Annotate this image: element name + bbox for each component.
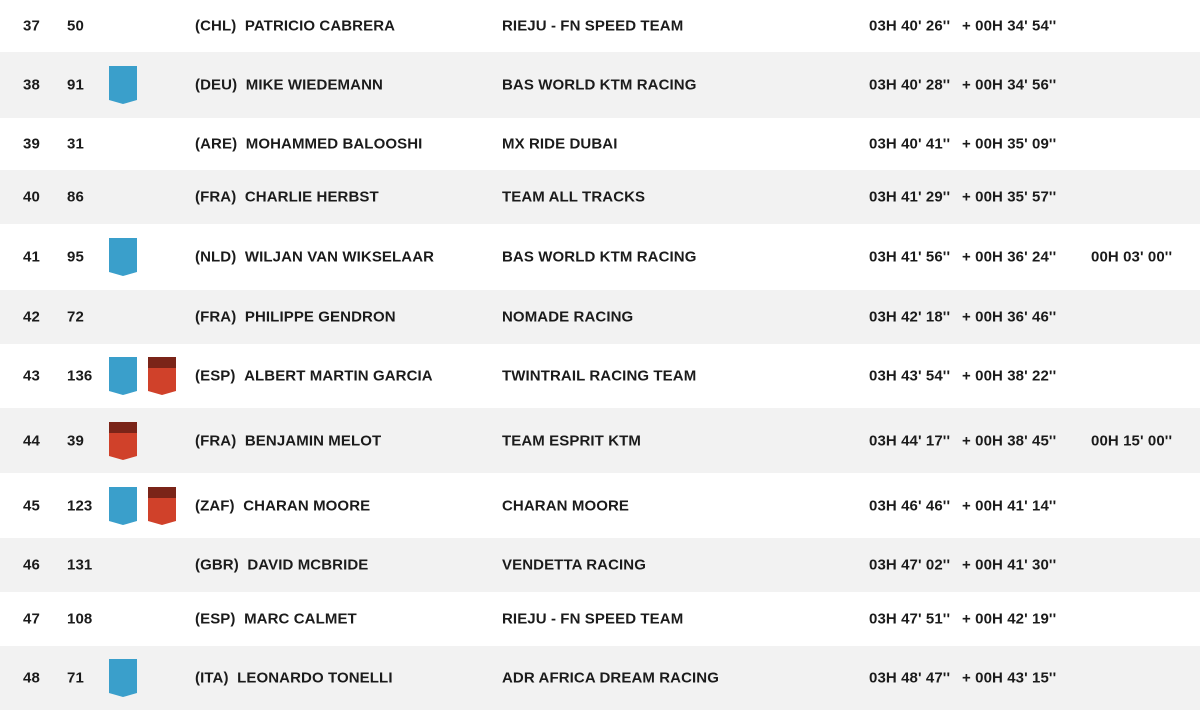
rider-name: WILJAN VAN WIKSELAAR	[244, 248, 435, 266]
nationality-code: (GBR)	[195, 556, 239, 574]
time-cell: 03H 46' 46''	[869, 497, 951, 514]
gap-cell: + 00H 34' 54''	[962, 17, 1057, 35]
rank-cell: 37	[23, 17, 40, 35]
team-cell: NOMADE RACING	[502, 308, 634, 326]
badge-group	[109, 238, 137, 276]
badge-group	[109, 659, 137, 697]
spacer	[235, 497, 244, 514]
time-cell: 03H 43' 54''	[869, 367, 951, 385]
rider-name: MOHAMMED BALOOSHI	[245, 135, 423, 153]
spacer	[237, 136, 246, 153]
gap-cell: + 00H 41' 30''	[962, 556, 1057, 574]
team-cell: BAS WORLD KTM RACING	[502, 248, 697, 266]
nationality-code: (FRA)	[195, 308, 237, 326]
rank-cell: 47	[23, 610, 40, 628]
nationality-code: (CHL)	[195, 17, 237, 35]
time-cell: 03H 48' 47''	[869, 669, 951, 687]
bib-number-cell: 136	[67, 367, 93, 385]
bib-number-cell: 71	[67, 669, 84, 687]
team-cell: TEAM ALL TRACKS	[502, 188, 646, 206]
team-cell: ADR AFRICA DREAM RACING	[502, 669, 720, 687]
bib-number-cell: 91	[67, 76, 84, 94]
blue-badge-icon	[109, 357, 137, 395]
rank-cell: 42	[23, 308, 40, 326]
rider-name: DAVID MCBRIDE	[247, 556, 369, 574]
rider-cell[interactable]	[195, 309, 396, 326]
rider-cell[interactable]	[195, 249, 434, 266]
rider-name: ALBERT MARTIN GARCIA	[244, 367, 433, 385]
rider-cell[interactable]	[195, 497, 370, 514]
blue-badge-icon	[109, 238, 137, 276]
rider-cell[interactable]	[195, 557, 368, 574]
rider-cell[interactable]	[195, 611, 357, 628]
rider-name: MARC CALMET	[244, 610, 357, 628]
nationality-code: (ZAF)	[195, 497, 235, 514]
team-cell: TEAM ESPRIT KTM	[502, 432, 641, 449]
spacer	[229, 670, 238, 687]
table-row[interactable]	[0, 0, 1200, 52]
table-row[interactable]	[0, 646, 1200, 710]
rider-name: MIKE WIEDEMANN	[245, 76, 383, 94]
rank-cell: 48	[23, 669, 40, 687]
rider-cell[interactable]	[195, 432, 381, 449]
time-cell: 03H 47' 51''	[869, 610, 951, 628]
spacer	[237, 77, 246, 94]
bib-number-cell: 131	[67, 556, 93, 574]
rank-cell: 43	[23, 367, 40, 385]
nationality-code: (NLD)	[195, 248, 237, 266]
rider-name: LEONARDO TONELLI	[237, 669, 393, 687]
table-row[interactable]	[0, 290, 1200, 344]
table-row[interactable]	[0, 118, 1200, 170]
rank-cell: 39	[23, 135, 40, 153]
red-badge-icon	[148, 357, 176, 395]
spacer	[236, 309, 245, 326]
spacer	[236, 249, 245, 266]
spacer	[236, 18, 245, 35]
team-cell: TWINTRAIL RACING TEAM	[502, 367, 697, 385]
gap-cell: + 00H 38' 45''	[962, 432, 1057, 449]
gap-cell: + 00H 42' 19''	[962, 610, 1057, 628]
table-row[interactable]	[0, 52, 1200, 118]
gap-cell: + 00H 34' 56''	[962, 76, 1057, 94]
penalty-cell: 00H 03' 00''	[1091, 248, 1173, 266]
team-cell: CHARAN MOORE	[502, 497, 630, 514]
rider-cell[interactable]	[195, 136, 422, 153]
bib-number-cell: 95	[67, 248, 84, 266]
nationality-code: (ESP)	[195, 367, 236, 385]
rank-cell: 44	[23, 432, 40, 449]
badge-group	[109, 487, 176, 525]
team-cell: RIEJU - FN SPEED TEAM	[502, 17, 684, 35]
rider-name: PHILIPPE GENDRON	[244, 308, 396, 326]
rank-cell: 45	[23, 497, 40, 514]
blue-badge-icon	[109, 659, 137, 697]
rider-name: CHARLIE HERBST	[244, 188, 379, 206]
gap-cell: + 00H 36' 46''	[962, 308, 1057, 326]
rider-cell[interactable]	[195, 368, 433, 385]
bib-number-cell: 86	[67, 188, 84, 206]
team-cell: RIEJU - FN SPEED TEAM	[502, 610, 684, 628]
table-row[interactable]	[0, 538, 1200, 592]
table-row[interactable]	[0, 473, 1200, 538]
time-cell: 03H 47' 02''	[869, 556, 951, 574]
time-cell: 03H 40' 26''	[869, 17, 951, 35]
table-row[interactable]	[0, 170, 1200, 224]
rider-cell[interactable]	[195, 77, 383, 94]
red-badge-icon	[148, 487, 176, 525]
bib-number-cell: 39	[67, 432, 84, 449]
nationality-code: (FRA)	[195, 432, 237, 449]
nationality-code: (ITA)	[195, 669, 229, 687]
bib-number-cell: 50	[67, 17, 84, 35]
time-cell: 03H 41' 29''	[869, 188, 951, 206]
badge-group	[109, 357, 176, 395]
rank-cell: 38	[23, 76, 40, 94]
team-cell: VENDETTA RACING	[502, 556, 646, 574]
time-cell: 03H 42' 18''	[869, 308, 951, 326]
rider-name: BENJAMIN MELOT	[244, 432, 382, 449]
nationality-code: (DEU)	[195, 76, 238, 94]
team-cell: BAS WORLD KTM RACING	[502, 76, 697, 94]
gap-cell: + 00H 38' 22''	[962, 367, 1057, 385]
blue-badge-icon	[109, 487, 137, 525]
spacer	[236, 611, 245, 628]
gap-cell: + 00H 41' 14''	[962, 497, 1057, 514]
time-cell: 03H 40' 41''	[869, 135, 951, 153]
rider-name: PATRICIO CABRERA	[244, 17, 396, 35]
rider-cell[interactable]	[195, 18, 395, 35]
rider-name: CHARAN MOORE	[243, 497, 371, 514]
gap-cell: + 00H 43' 15''	[962, 669, 1057, 687]
bib-number-cell: 123	[67, 497, 93, 514]
gap-cell: + 00H 35' 09''	[962, 135, 1057, 153]
spacer	[236, 432, 245, 449]
rider-cell[interactable]	[195, 670, 393, 687]
table-row[interactable]	[0, 344, 1200, 408]
rank-cell: 41	[23, 248, 40, 266]
team-cell: MX RIDE DUBAI	[502, 135, 618, 153]
nationality-code: (ARE)	[195, 135, 238, 153]
table-row[interactable]	[0, 224, 1200, 290]
penalty-cell: 00H 15' 00''	[1091, 432, 1173, 449]
time-cell: 03H 41' 56''	[869, 248, 951, 266]
blue-badge-icon	[109, 66, 137, 104]
bib-number-cell: 31	[67, 135, 84, 153]
badge-group	[109, 422, 137, 460]
rank-cell: 40	[23, 188, 40, 206]
time-cell: 03H 44' 17''	[869, 432, 951, 449]
nationality-code: (ESP)	[195, 610, 236, 628]
gap-cell: + 00H 36' 24''	[962, 248, 1057, 266]
table-row[interactable]	[0, 408, 1200, 473]
rider-cell[interactable]	[195, 189, 379, 206]
rank-cell: 46	[23, 556, 40, 574]
bib-number-cell: 108	[67, 610, 93, 628]
nationality-code: (FRA)	[195, 188, 237, 206]
table-row[interactable]	[0, 592, 1200, 646]
red-badge-icon	[109, 422, 137, 460]
time-cell: 03H 40' 28''	[869, 76, 951, 94]
spacer	[236, 189, 245, 206]
bib-number-cell: 72	[67, 308, 84, 326]
badge-group	[109, 66, 137, 104]
gap-cell: + 00H 35' 57''	[962, 188, 1057, 206]
spacer	[236, 368, 245, 385]
